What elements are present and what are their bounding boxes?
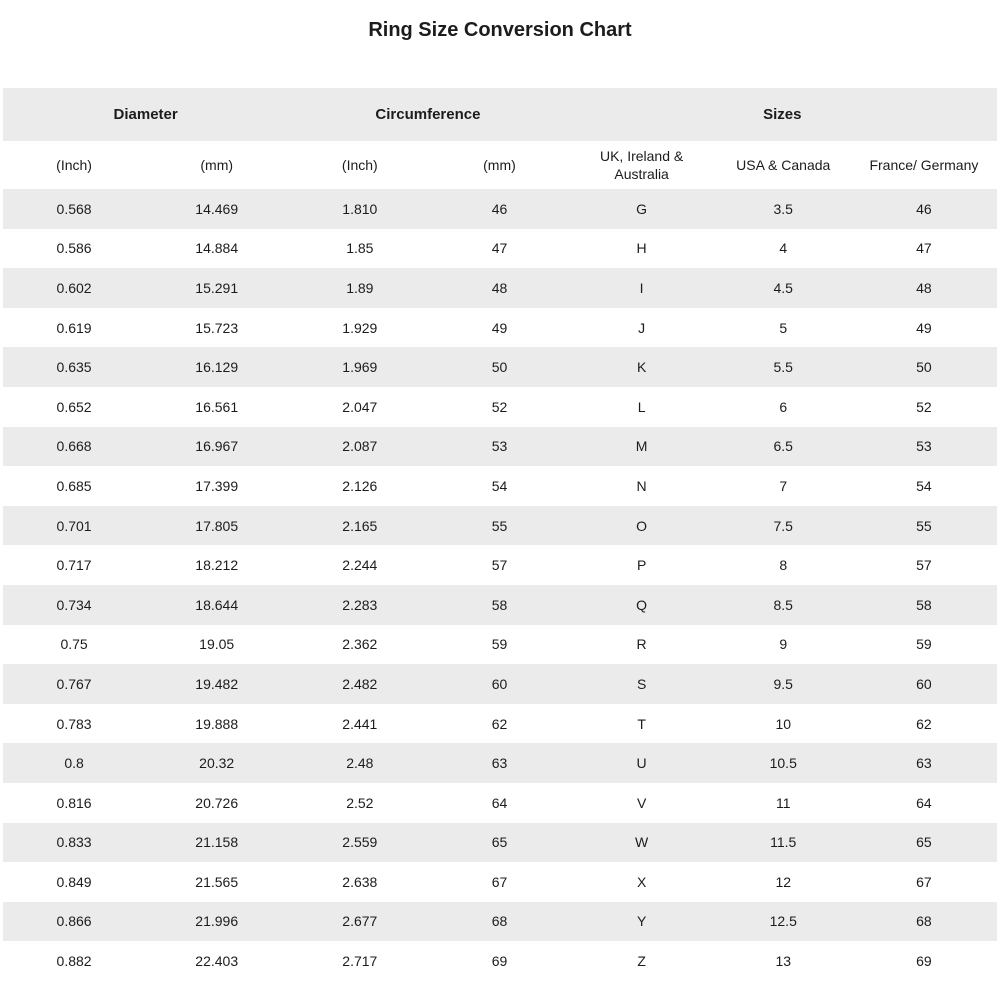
cell: 0.717 <box>56 557 92 574</box>
cell: N <box>636 477 647 494</box>
cell: 59 <box>491 636 508 653</box>
cell: 2.165 <box>342 517 378 534</box>
cell: 4 <box>779 240 788 257</box>
cell: 0.568 <box>56 200 92 217</box>
table-row <box>3 941 997 981</box>
cell: 0.685 <box>56 477 92 494</box>
cell: 17.399 <box>195 477 239 494</box>
cell: 67 <box>916 873 932 890</box>
cell: 2.087 <box>342 438 378 455</box>
cell: 14.884 <box>195 240 239 257</box>
cell: 59 <box>916 636 932 653</box>
cell: 2.283 <box>342 596 378 613</box>
cell: 54 <box>491 477 508 494</box>
cell: 21.565 <box>195 873 239 890</box>
cell: 8 <box>779 557 788 574</box>
cell: P <box>636 557 647 574</box>
cell: 20.726 <box>195 794 239 811</box>
cell: 5.5 <box>773 359 793 376</box>
cell: 0.701 <box>56 517 92 534</box>
cell: W <box>635 834 649 851</box>
cell: 11 <box>775 794 791 811</box>
cell: 65 <box>491 834 508 851</box>
cell: 0.882 <box>56 953 92 970</box>
cell: Y <box>636 913 647 930</box>
table-row <box>3 585 997 625</box>
cell: 0.866 <box>56 913 92 930</box>
column-header-5-usa-canada: USA & Canada <box>716 141 851 189</box>
cell: 19.05 <box>199 636 235 653</box>
cell: 11.5 <box>770 834 797 851</box>
cell: 20.32 <box>199 755 235 772</box>
cell: 62 <box>491 715 508 732</box>
cell: V <box>636 794 647 811</box>
cell: 52 <box>491 398 508 415</box>
cell: 58 <box>916 596 932 613</box>
cell: 10 <box>775 715 792 732</box>
table-row <box>3 189 997 229</box>
cell: X <box>636 873 647 890</box>
cell: 46 <box>491 200 508 217</box>
cell: 13 <box>775 953 792 970</box>
table-container <box>3 88 997 981</box>
cell: 68 <box>491 913 508 930</box>
cell: 65 <box>916 834 932 851</box>
cell: 50 <box>491 359 508 376</box>
cell: 2.362 <box>342 636 378 653</box>
cell: 8.5 <box>773 596 793 613</box>
cell: 0.75 <box>60 636 88 653</box>
cell: 1.969 <box>342 359 378 376</box>
cell: 48 <box>916 279 932 296</box>
cell: 7.5 <box>773 517 793 534</box>
cell: 46 <box>916 200 932 217</box>
table-row <box>3 506 997 546</box>
cell: 4.5 <box>773 279 793 296</box>
cell: K <box>636 359 647 376</box>
cell: 2.717 <box>342 953 378 970</box>
cell: 0.652 <box>56 398 92 415</box>
cell: 16.561 <box>195 398 239 415</box>
cell: I <box>639 279 644 296</box>
cell: 2.482 <box>342 675 378 692</box>
table-row <box>3 743 997 783</box>
cell: 0.619 <box>56 319 92 336</box>
cell: 63 <box>491 755 508 772</box>
cell: 2.677 <box>342 913 378 930</box>
cell: 9 <box>779 636 788 653</box>
cell: 15.723 <box>195 319 239 336</box>
table-row <box>3 545 997 585</box>
cell: 64 <box>916 794 932 811</box>
table-row <box>3 466 997 506</box>
group-header-sizes: Sizes <box>568 88 997 141</box>
cell: 1.89 <box>346 279 374 296</box>
cell: Z <box>637 953 646 970</box>
cell: 16.129 <box>195 359 239 376</box>
column-header-2-inch: (Inch) <box>288 141 431 189</box>
group-header-diameter: Diameter <box>3 88 288 141</box>
cell: 22.403 <box>195 953 239 970</box>
cell: L <box>637 398 646 415</box>
cell: 19.888 <box>195 715 239 732</box>
cell: 14.469 <box>195 200 239 217</box>
cell: 6.5 <box>773 438 793 455</box>
cell: 2.48 <box>346 755 374 772</box>
cell: 16.967 <box>195 438 239 455</box>
cell: 49 <box>491 319 508 336</box>
cell: G <box>636 200 648 217</box>
cell: J <box>638 319 646 336</box>
cell: 18.644 <box>195 596 239 613</box>
cell: 2.047 <box>342 398 378 415</box>
column-header-4-uk-ireland-australia: UK, Ireland & Australia <box>568 141 716 189</box>
table-row <box>3 862 997 902</box>
cell: 12 <box>775 873 792 890</box>
cell: 49 <box>916 319 932 336</box>
cell: 0.783 <box>56 715 92 732</box>
cell: 9.5 <box>773 675 793 692</box>
cell: U <box>636 755 647 772</box>
cell: 0.8 <box>64 755 84 772</box>
cell: 2.126 <box>342 477 378 494</box>
cell: 54 <box>916 477 932 494</box>
cell: 63 <box>916 755 932 772</box>
table-row <box>3 387 997 427</box>
cell: 1.810 <box>342 200 378 217</box>
cell: 52 <box>916 398 932 415</box>
cell: 12.5 <box>769 913 797 930</box>
table-row <box>3 664 997 704</box>
cell: 2.559 <box>342 834 378 851</box>
cell: 3.5 <box>773 200 793 217</box>
cell: 60 <box>491 675 508 692</box>
column-header-6-france-germany: France/ Germany <box>851 141 997 189</box>
cell: 69 <box>916 953 932 970</box>
cell: Q <box>636 596 648 613</box>
cell: 5 <box>779 319 788 336</box>
cell: 57 <box>491 557 508 574</box>
cell: 55 <box>491 517 508 534</box>
cell: S <box>636 675 647 692</box>
cell: 0.635 <box>56 359 92 376</box>
cell: 0.734 <box>56 596 92 613</box>
cell: 15.291 <box>195 279 239 296</box>
cell: 0.668 <box>56 438 92 455</box>
cell: 1.929 <box>342 319 378 336</box>
cell: 10.5 <box>769 755 797 772</box>
cell: 67 <box>491 873 508 890</box>
cell: 0.816 <box>56 794 92 811</box>
table-row <box>3 268 997 308</box>
cell: 6 <box>779 398 788 415</box>
column-header-1-mm: (mm) <box>145 141 288 189</box>
table-body <box>3 189 997 981</box>
group-header-circumference: Circumference <box>288 88 567 141</box>
table-row <box>3 783 997 823</box>
table-row <box>3 308 997 348</box>
cell: 53 <box>491 438 508 455</box>
table-row <box>3 704 997 744</box>
table-row <box>3 625 997 665</box>
cell: 19.482 <box>195 675 239 692</box>
cell: H <box>636 240 647 257</box>
cell: 60 <box>916 675 932 692</box>
cell: T <box>637 715 646 732</box>
cell: 0.833 <box>56 834 92 851</box>
cell: 62 <box>916 715 932 732</box>
column-header-0-inch: (Inch) <box>3 141 145 189</box>
cell: 69 <box>491 953 508 970</box>
table-head <box>3 88 997 189</box>
page-title: Ring Size Conversion Chart <box>368 19 632 41</box>
table-row <box>3 823 997 863</box>
cell: 18.212 <box>195 557 239 574</box>
ring-size-conversion-table <box>3 88 997 981</box>
cell: 53 <box>916 438 932 455</box>
cell: 47 <box>491 240 508 257</box>
cell: 2.638 <box>342 873 378 890</box>
cell: M <box>635 438 648 455</box>
cell: R <box>636 636 647 653</box>
cell: 1.85 <box>346 240 374 257</box>
cell: 7 <box>779 477 788 494</box>
table-row <box>3 229 997 269</box>
cell: 2.52 <box>346 794 374 811</box>
cell: 68 <box>916 913 932 930</box>
cell: 55 <box>916 517 932 534</box>
table-row <box>3 427 997 467</box>
cell: 17.805 <box>195 517 239 534</box>
cell: 0.849 <box>56 873 92 890</box>
cell: 0.586 <box>56 240 92 257</box>
cell: 58 <box>491 596 508 613</box>
cell: 48 <box>491 279 508 296</box>
cell: 21.158 <box>195 834 239 851</box>
column-header-3-mm: (mm) <box>431 141 567 189</box>
cell: 47 <box>916 240 932 257</box>
cell: O <box>636 517 648 534</box>
table-row <box>3 902 997 942</box>
cell: 0.602 <box>56 279 92 296</box>
group-header-row <box>3 88 997 141</box>
table-row <box>3 347 997 387</box>
cell: 2.244 <box>342 557 378 574</box>
cell: 64 <box>491 794 508 811</box>
cell: 0.767 <box>56 675 92 692</box>
cell: 57 <box>916 557 932 574</box>
column-header-row <box>3 141 997 189</box>
cell: 2.441 <box>342 715 378 732</box>
cell: 21.996 <box>195 913 239 930</box>
cell: 50 <box>916 359 932 376</box>
